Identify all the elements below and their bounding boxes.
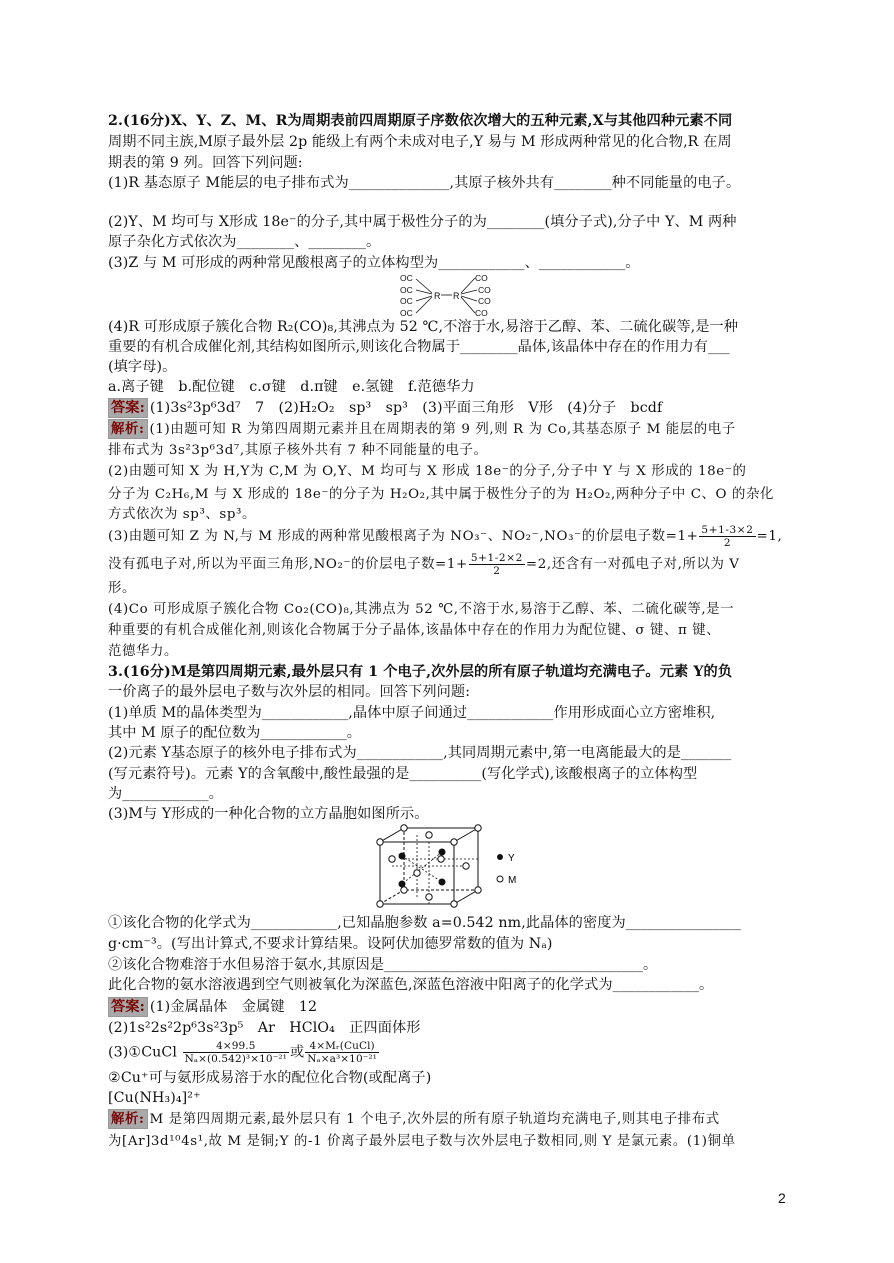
legend-y-marker: [497, 854, 503, 860]
fraction-denominator: Nₐ×a³×10⁻²¹: [307, 1053, 377, 1065]
svg-text:CO: CO: [475, 273, 488, 283]
answer-tag: 答案:: [108, 398, 148, 418]
page-number: 2: [778, 1190, 786, 1206]
unit-cell-figure: [372, 822, 532, 912]
q3-answer-4: ②Cu⁺可与氨形成易溶于水的配位化合物(或配离子): [108, 1070, 432, 1086]
fraction-no3: [699, 524, 755, 549]
q3-answer-2: (2)1s²2s²2p⁶3s²3p⁵ Ar HClO₄ 正四面体形: [108, 1020, 421, 1036]
svg-text:CO: CO: [475, 308, 488, 318]
q3-line-7: 为____________。: [108, 786, 223, 802]
q2-line-10: (填字母)。: [108, 359, 177, 375]
density-fraction-1: [183, 1040, 289, 1065]
q2-analysis-7: [108, 552, 784, 577]
q2-analysis-9: (4)Co 可形成原子簇化合物 Co₂(CO)₈,其沸点为 52 ℃,不溶于水,易溶于乙醇、苯、二硫化碳等,是一: [108, 602, 735, 617]
q2-analysis-3: (2)由题可知 X 为 H,Y为 C,M 为 O,Y、M 均可与 X 形成 18e⁻的分子,分子中 Y 与 X 形成的 18e⁻的: [108, 464, 747, 479]
q3-analysis-1: [108, 1109, 784, 1130]
svg-text:CO: CO: [478, 285, 491, 295]
q2-line-5: (2)Y、M 均可与 X形成 18e⁻的分子,其中属于极性分子的为________(填分子式),分子中 Y、M 两种: [108, 214, 737, 230]
q2-analysis-6b: =1,: [756, 529, 783, 544]
q3-line-9: ①该化合物的化学式为____________,已知晶胞参数 a=0.542 nm,此晶体的密度为________________: [108, 915, 741, 931]
fraction-no2: [469, 552, 525, 577]
density-fraction-2: [305, 1040, 379, 1065]
q3-line-8: (3)M与 Y形成的一种化合物的立方晶胞如图所示。: [108, 806, 429, 822]
r2co8-structure-figure: [398, 271, 500, 321]
q3-line-6: (写元素符号)。元素 Y的含氧酸中,酸性最强的是__________(写化学式),该酸根离子的立体构型: [108, 766, 698, 782]
q3-line-5: (2)元素 Y基态原子的核外电子排布式为____________,其同周期元素中,第一电离能最大的是_______: [108, 745, 732, 761]
q3-analysis-text-1: M 是第四周期元素,最外层只有 1 个电子,次外层的所有原子轨道均充满电子,则其电子排布式: [149, 1112, 720, 1127]
fraction-numerator: 5+1-3×2: [701, 524, 754, 536]
q2-answer-text: (1)3s²3p⁶3d⁷ 7 (2)H₂O₂ sp³ sp³ (3)平面三角形 V形 (4)分子 bcdf: [149, 400, 663, 416]
svg-text:OC: OC: [400, 285, 413, 295]
q2-analysis-10: 种重要的有机合成催化剂,则该化合物属于分子晶体,该晶体中存在的作用力为配位键、σ 键、π 键、: [108, 623, 721, 638]
q2-analysis-11: 范德华力。: [108, 644, 178, 659]
q3-answer-or: 或: [289, 1044, 305, 1061]
q2-line-8: (4)R 可形成原子簇化合物 R₂(CO)₈,其沸点为 52 ℃,不溶于水,易溶于乙醇、苯、二硫化碳等,是一种: [108, 319, 739, 335]
fraction-denominator: Nₐ×(0.542)³×10⁻²¹: [184, 1053, 287, 1065]
analysis-tag: 解析:: [108, 419, 148, 439]
q3-line-12: 此化合物的氨水溶液遇到空气则被氧化为深蓝色,深蓝色溶液中阳离子的化学式为____________。: [108, 977, 714, 993]
q2-answer: [108, 398, 784, 419]
q2-analysis-8: 形。: [108, 581, 136, 596]
legend-y-label: Y: [508, 853, 515, 864]
q3-line-4: 其中 M 原子的配位数为____________。: [108, 725, 362, 741]
q2-analysis-5: 方式依次为 sp³、sp³。: [108, 507, 257, 522]
legend-m-marker: [497, 876, 503, 882]
q2-analysis-2: 排布式为 3s²3p⁶3d⁷,其原子核外共有 7 种不同能量的电子。: [108, 443, 488, 458]
q2-line-3: 期表的第 9 列。回答下列问题:: [108, 155, 303, 171]
q2-line-6: 原子杂化方式依次为________、________。: [108, 234, 381, 250]
svg-text:OC: OC: [400, 308, 413, 318]
q2-analysis-text-1: (1)由题可知 R 为第四周期元素并且在周期表的第 9 列,则 R 为 Co,其基态原子 M 能层的电子: [149, 422, 736, 437]
q3-answer-1: [108, 997, 784, 1018]
q2-analysis-6: [108, 524, 784, 549]
q2-analysis-7a: 没有孤电子对,所以为平面三角形,NO₂⁻的价层电子数=1+: [108, 557, 468, 572]
analysis-tag: 解析:: [108, 1109, 148, 1129]
q2-line-4: (1)R 基态原子 M能层的电子排布式为______________,其原子核外共有________种不同能量的电子。: [108, 175, 741, 191]
fraction-numerator: 5+1-2×2: [470, 552, 523, 564]
q3-answer-text-1: (1)金属晶体 金属键 12: [149, 999, 318, 1015]
q3-answer-5: [Cu(NH₃)₄]²⁺: [108, 1090, 201, 1106]
answer-tag: 答案:: [108, 997, 148, 1017]
q2-analysis-7b: =2,还含有一对孤电子对,所以为 V: [525, 557, 740, 572]
svg-text:CO: CO: [478, 296, 491, 306]
q3-line-2: 一价离子的最外层电子数与次外层的相同。回答下列问题:: [108, 684, 471, 700]
q3-line-3: (1)单质 M的晶体类型为____________,晶体中原子间通过____________作用形成面心立方密堆积,: [108, 705, 716, 721]
q2-line-2: 周期不同主族,M原子最外层 2p 能级上有两个未成对电子,Y 易与 M 形成两种常见的化合物,R 在周: [108, 134, 732, 150]
q3-line-10: g·cm⁻³。(写出计算式,不要求计算结果。设阿伏加德罗常数的值为 Nₐ): [108, 936, 553, 952]
q3-line-1: 3.(16分)M是第四周期元素,最外层只有 1 个电子,次外层的所有原子轨道均充满电子。元素 Y的负: [108, 664, 733, 680]
q3-answer-3a: (3)①CuCl: [108, 1044, 178, 1061]
fraction-numerator: 4×Mᵣ(CuCl): [305, 1040, 379, 1053]
q3-analysis-2: 为[Ar]3d¹⁰4s¹,故 M 是铜;Y 的-1 价离子最外层电子数与次外层电子数相同,则 Y 是氯元素。(1)铜单: [108, 1134, 736, 1149]
q2-analysis-1: [108, 419, 784, 440]
svg-text:R: R: [453, 291, 460, 301]
svg-text:OC: OC: [400, 273, 413, 283]
fraction-denominator: 2: [723, 537, 732, 549]
q2-line-7: (3)Z 与 M 可形成的两种常见酸根离子的立体构型为____________、____________。: [108, 255, 640, 271]
q3-line-11: ②该化合物难溶于水但易溶于氨水,其原因是____________________________________。: [108, 957, 658, 973]
q2-line-9: 重要的有机合成催化剂,其结构如图所示,则该化合物属于________晶体,该晶体中存在的作用力有___: [108, 339, 730, 355]
svg-text:R: R: [434, 291, 441, 301]
fraction-denominator: 2: [493, 565, 501, 577]
q2-line-11: a.离子键 b.配位键 c.σ键 d.π键 e.氢键 f.范德华力: [108, 379, 475, 395]
svg-text:OC: OC: [400, 296, 413, 306]
q2-analysis-6a: (3)由题可知 Z 为 N,与 M 形成的两种常见酸根离子为 NO₃⁻、NO₂⁻,NO₃⁻的价层电子数=1+: [108, 529, 699, 544]
q3-answer-3: [108, 1040, 784, 1065]
legend-m-label: M: [508, 875, 517, 886]
fraction-numerator: 4×99.5: [183, 1040, 289, 1053]
q2-analysis-4: 分子为 C₂H₆,M 与 X 形成的 18e⁻的分子为 H₂O₂,其中属于极性分子的为 H₂O₂,两种分子中 C、O 的杂化: [108, 487, 774, 502]
q2-line-1: 2.(16分)X、Y、Z、M、R为周期表前四周期原子序数依次增大的五种元素,X与其他四种元素不同: [108, 113, 733, 129]
